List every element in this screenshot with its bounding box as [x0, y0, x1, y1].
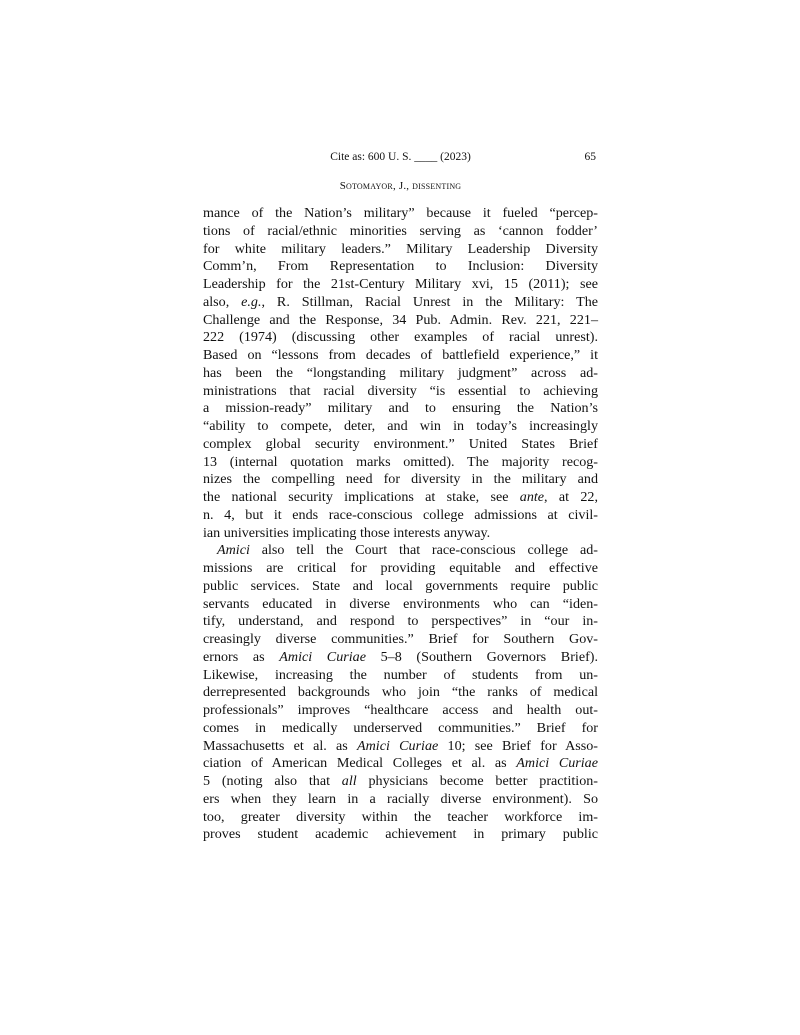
text-line: tions of racial/ethnic minorities serving as ‘cannon fodder’ [203, 222, 598, 239]
text-line: Challenge and the Response, 34 Pub. Admin. Rev. 221, 221– [203, 311, 598, 328]
text-line: “ability to compete, deter, and win in today’s increasingly [203, 418, 598, 434]
text-line: Massachusetts et al. as Amici Curiae 10; see Brief for Asso- [203, 737, 598, 754]
opinion-body [203, 205, 598, 844]
text-line: ministrations that racial diversity “is essential to achieving [203, 382, 598, 399]
text-line: too, greater diversity within the teacher workforce im- [203, 808, 598, 825]
text-line: proves student academic achievement in primary public [203, 826, 598, 843]
text-line: 13 (internal quotation marks omitted). The majority recog- [203, 453, 598, 470]
text-line: the national security implications at stake, see ante, at 22, [203, 489, 598, 505]
page-number: 65 [584, 151, 596, 163]
text-line: 5 (noting also that all physicians become better practition- [203, 773, 598, 789]
text-line: mance of the Nation’s military” because it fueled “percep- [203, 205, 598, 221]
text-line: public services. State and local governments require public [203, 577, 598, 594]
text-line: derrepresented backgrounds who join “the ranks of medical [203, 684, 598, 701]
citation-header: Cite as: 600 U. S. ____ (2023) [330, 151, 471, 163]
running-head [203, 149, 598, 165]
text-line: for white military leaders.” Military Leadership Diversity [203, 240, 598, 257]
text-line: has been the “longstanding military judgment” across ad- [203, 364, 598, 381]
text-line: Leadership for the 21st-Century Military xvi, 15 (2011); see [203, 276, 598, 292]
opinion-author-line: Sotomayor, J., dissenting [339, 180, 462, 192]
text-line: Likewise, increasing the number of students from un- [203, 666, 598, 683]
text-line: complex global security environment.” United States Brief [203, 435, 598, 452]
text-line: missions are critical for providing equitable and effective [203, 560, 598, 576]
text-line: creasingly diverse communities.” Brief for Southern Gov- [203, 631, 598, 647]
text-line: ers when they learn in a racially diverse environment). So [203, 790, 598, 807]
text-line: ernors as Amici Curiae 5–8 (Southern Governors Brief). [203, 648, 598, 665]
text-line: also, e.g., R. Stillman, Racial Unrest in the Military: The [203, 293, 598, 310]
text-line: a mission-ready” military and to ensuring the Nation’s [203, 400, 598, 417]
text-line: Comm’n, From Representation to Inclusion: Diversity [203, 258, 598, 275]
text-line: n. 4, but it ends race-conscious college admissions at civil- [203, 506, 598, 523]
text-line: Based on “lessons from decades of battlefield experience,” it [203, 347, 598, 363]
text-line: 222 (1974) (discussing other examples of racial unrest). [203, 329, 598, 346]
text-line: comes in medically underserved communities.” Brief for [203, 719, 598, 736]
text-line: ian universities implicating those interests anyway. [203, 524, 491, 541]
text-line: tify, understand, and respond to perspectives” in “our in- [203, 613, 598, 630]
text-line: Amici also tell the Court that race-conscious college ad- [217, 542, 598, 559]
text-line: servants educated in diverse environments who can “iden- [203, 595, 598, 612]
text-line: ciation of American Medical Colleges et al. as Amici Curiae [203, 755, 598, 772]
text-line: nizes the compelling need for diversity in the military and [203, 471, 598, 488]
text-line: professionals” improves “healthcare access and health out- [203, 702, 598, 718]
